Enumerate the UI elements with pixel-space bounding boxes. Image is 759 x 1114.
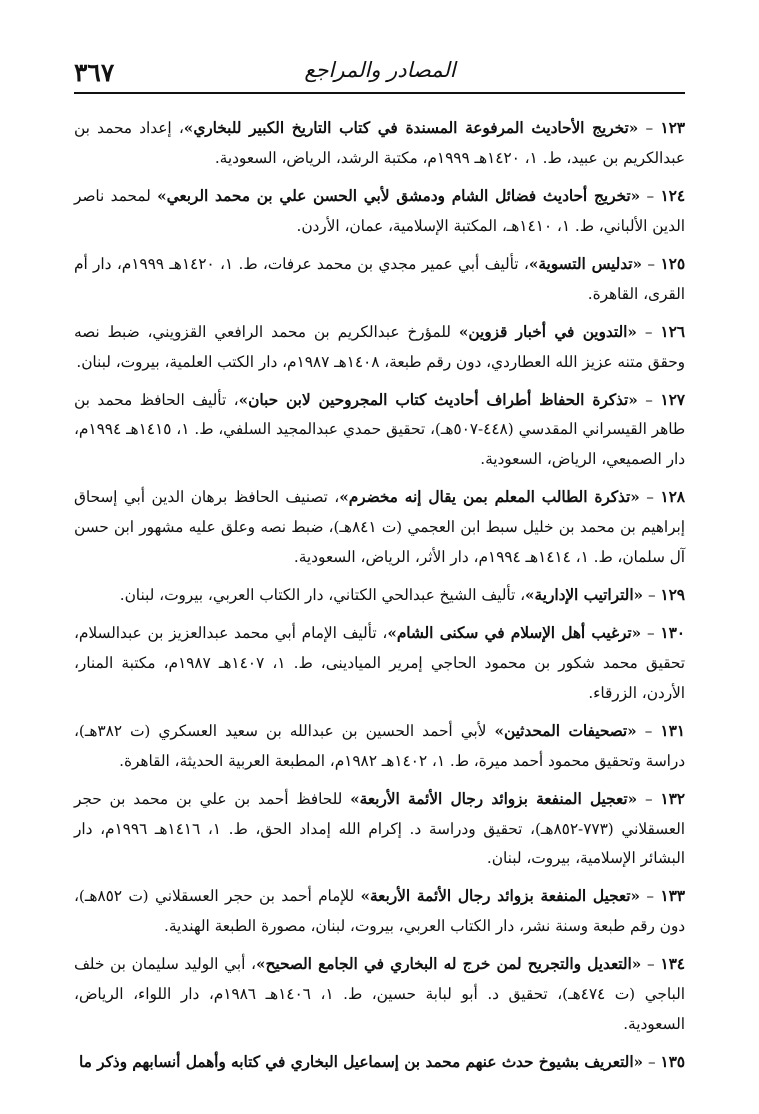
entry-details: ، تأليف الإمام أبي محمد عبدالعزيز بن عبدالسلام، تحقيق محمد شكور بن محمود الحاجي إمرير الميادينى، ط. ١، ١٤٠٧هـ ١٩٨٧م، مكتبة المنار، الأردن، الزرقاء. (74, 624, 686, 702)
entry-details: ، تأليف الشيخ عبدالحي الكتاني، دار الكتاب العربي، بيروت، لبنان. (119, 586, 526, 604)
entry-details: ، إعداد محمد بن عبدالكريم بن عبيد، ط. ١، ١٤٢٠هـ ١٩٩٩م، مكتبة الرشد، الرياض، السعودية. (74, 119, 685, 167)
bibliography-list (74, 114, 685, 1086)
entry-number: ١٣١ (660, 721, 685, 740)
entry-number: ١٢٨ (660, 488, 685, 507)
entry-title: «تذكرة الطالب المعلم بمن يقال إنه مخضرم» (339, 488, 640, 507)
entry-title: «تعجيل المنفعة بزوائد رجال الأئمة الأربعة» (350, 789, 638, 808)
entry-title: «التراتيب الإدارية» (525, 586, 644, 604)
bibliography-entry: ١٢٥ – «تدليس التسوية»، تأليف أبي عمير مجدي بن محمد عرفات، ط. ١، ١٤٢٠هـ ١٩٩٩م، دار أم القرى، القاهرة. (74, 254, 686, 303)
entry-number: ١٢٣ (660, 119, 685, 137)
entry-details: ، أبي الوليد سليمان بن خلف الباجي (ت ٤٧٤هـ)، تحقيق د. أبو لبابة حسين، ط. ١، ١٤٠٦هـ ١٩٨٦م، دار اللواء، الرياض، السعودية. (74, 955, 685, 1033)
entry-details: للإمام أحمد بن حجر العسقلاني (ت ٨٥٢هـ)، دون رقم طبعة وسنة نشر، دار الكتاب العربي، بيروت، لبنان، مصورة الطبعة الهندية. (74, 887, 685, 936)
entry-number: ١٢٩ (660, 586, 685, 604)
entry-title: «التعديل والتجريح لمن خرج له البخاري في الجامع الصحيح» (255, 955, 642, 974)
entry-number: ١٢٦ (660, 322, 685, 341)
bibliography-entry: ١٣١ – «تصحيفات المحدثين» لأبي أحمد الحسين بن عبدالله بن سعيد العسكري (ت ٣٨٢هـ)، دراسة وتحقيق محمود أحمد ميرة، ط. ١، ١٤٠٢هـ ١٩٨٢م، المطبعة العربية الحديثة، القاهرة. (74, 721, 685, 770)
entry-title: «تعجيل المنفعة بزوائد رجال الأئمة الأربعة» (360, 887, 641, 906)
entry-number: ١٣٥ (660, 1053, 685, 1071)
bibliography-entry: ١٢٤ – «تخريج أحاديث فضائل الشام ودمشق لأبي الحسن علي بن محمد الربعي» لمحمد ناصر الدين الألباني، ط. ١، ١٤١٠هـ، المكتبة الإسلامية، عمان، الأردن. (74, 186, 686, 235)
entry-title: «تخريج أحاديث فضائل الشام ودمشق لأبي الحسن علي بن محمد الربعي» (157, 186, 641, 205)
bibliography-entry: ١٣٥ – «التعريف بشيوخ حدث عنهم محمد بن إسماعيل البخاري في كتابه وأهمل أنسابهم وذكر ما (78, 1053, 685, 1071)
entry-details: ، تصنيف الحافظ برهان الدين أبي إسحاق إبراهيم بن محمد بن خليل سبط ابن العجمي (ت ٨٤١هـ)، ضبط نصه وعلق عليه مشهور ابن حسن آل سلمان، ط. ١، ١٤١٤هـ ١٩٩٤م، دار الأثر، الرياض، السعودية. (74, 488, 685, 566)
bibliography-entry: ١٢٨ – «تذكرة الطالب المعلم بمن يقال إنه مخضرم»، تصنيف الحافظ برهان الدين أبي إسحاق إبراهيم بن محمد بن خليل سبط ابن العجمي (ت ٨٤١هـ)، ضبط نصه وعلق عليه مشهور ابن حسن آل سلمان، ط. ١، ١٤١٤هـ ١٩٩٤م، دار الأثر، الرياض، السعودية. (74, 488, 685, 566)
entry-details: لمحمد ناصر الدين الألباني، ط. ١، ١٤١٠هـ، المكتبة الإسلامية، عمان، الأردن. (74, 186, 685, 235)
entry-number: ١٣٠ (660, 624, 685, 643)
bibliography-entry: ١٣٣ – «تعجيل المنفعة بزوائد رجال الأئمة الأربعة» للإمام أحمد بن حجر العسقلاني (ت ٨٥٢هـ)، دون رقم طبعة وسنة نشر، دار الكتاب العربي، بيروت، لبنان، مصورة الطبعة الهندية. (74, 887, 685, 936)
running-title: المصادر والمراجع (304, 58, 456, 82)
entry-details: ، تأليف أبي عمير مجدي بن محمد عرفات، ط. ١، ١٤٢٠هـ ١٩٩٩م، دار أم القرى، القاهرة. (74, 254, 685, 303)
entry-number: ١٢٥ (660, 254, 686, 273)
entry-number: ١٣٣ (660, 887, 685, 906)
entry-title: «ترغيب أهل الإسلام في سكنى الشام» (387, 624, 642, 643)
entry-details: للحافظ أحمد بن علي بن محمد بن حجر العسقلاني (٧٧٣-٨٥٢هـ)، تحقيق ودراسة د. إكرام الله إمداد الحق، ط. ١، ١٤١٦هـ ١٩٩٦م، دار البشائر الإسلامية، بيروت، لبنان. (74, 789, 686, 868)
entry-title: «التدوين في أخبار قزوين» (458, 322, 637, 341)
page-header (74, 0, 685, 86)
entry-number: ١٢٤ (660, 186, 686, 205)
bibliography-entry: ١٣٢ – «تعجيل المنفعة بزوائد رجال الأئمة الأربعة» للحافظ أحمد بن علي بن محمد بن حجر العسقلاني (٧٧٣-٨٥٢هـ)، تحقيق ودراسة د. إكرام الله إمداد الحق، ط. ١، ١٤١٦هـ ١٩٩٦م، دار البشائر الإسلامية، بيروت، لبنان. (74, 789, 686, 868)
entry-details: ، تأليف الحافظ محمد بن طاهر القيسراني المقدسي (٤٤٨-٥٠٧هـ)، تحقيق حمدي عبدالمجيد السلفي، ط. ١، ١٤١٥هـ ١٩٩٤م، دار الصميعي، الرياض، السعودية. (74, 390, 686, 469)
bibliography-entry: ١٣٠ – «ترغيب أهل الإسلام في سكنى الشام»، تأليف الإمام أبي محمد عبدالعزيز بن عبدالسلام، تحقيق محمد شكور بن محمود الحاجي إمرير الميادينى، ط. ١، ١٤٠٧هـ ١٩٨٧م، مكتبة المنار، الأردن، الزرقاء. (74, 624, 686, 702)
entry-title: «تخريج الأحاديث المرفوعة المسندة في كتاب التاريخ الكبير للبخاري» (183, 119, 639, 137)
bibliography-entry: ١٢٩ – «التراتيب الإدارية»، تأليف الشيخ عبدالحي الكتاني، دار الكتاب العربي، بيروت، لبنان. (119, 586, 685, 604)
entry-title: «التعريف بشيوخ حدث عنهم محمد بن إسماعيل البخاري في كتابه وأهمل أنسابهم وذكر ما (78, 1053, 644, 1071)
entry-title: «تدليس التسوية» (528, 254, 643, 273)
bibliography-entry: ١٢٦ – «التدوين في أخبار قزوين» للمؤرخ عبدالكريم بن محمد الرافعي القزويني، ضبط نصه وحقق متنه عزيز الله العطاردي، دون رقم طبعة، ١٤٠٨هـ ١٩٨٧م، دار الكتب العلمية، بيروت، لبنان. (74, 322, 685, 371)
bibliography-entry: ١٢٣ – «تخريج الأحاديث المرفوعة المسندة في كتاب التاريخ الكبير للبخاري»، إعداد محمد بن عبدالكريم بن عبيد، ط. ١، ١٤٢٠هـ ١٩٩٩م، مكتبة الرشد، الرياض، السعودية. (74, 119, 685, 167)
bibliography-entry: ١٢٧ – «تذكرة الحفاظ أطراف أحاديث كتاب المجروحين لابن حبان»، تأليف الحافظ محمد بن طاهر القيسراني المقدسي (٤٤٨-٥٠٧هـ)، تحقيق حمدي عبدالمجيد السلفي، ط. ١، ١٤١٥هـ ١٩٩٤م، دار الصميعي، الرياض، السعودية. (74, 390, 686, 469)
page-number: ٣٦٧ (74, 58, 115, 87)
header-rule (74, 92, 685, 94)
bibliography-entry: ١٣٤ – «التعديل والتجريح لمن خرج له البخاري في الجامع الصحيح»، أبي الوليد سليمان بن خلف الباجي (ت ٤٧٤هـ)، تحقيق د. أبو لبابة حسين، ط. ١، ١٤٠٦هـ ١٩٨٦م، دار اللواء، الرياض، السعودية. (74, 955, 685, 1033)
entry-number: ١٢٧ (660, 390, 685, 409)
entry-title: «تذكرة الحفاظ أطراف أحاديث كتاب المجروحين لابن حبان» (238, 390, 638, 409)
entry-details: للمؤرخ عبدالكريم بن محمد الرافعي القزويني، ضبط نصه وحقق متنه عزيز الله العطاردي، دون رقم طبعة، ١٤٠٨هـ ١٩٨٧م، دار الكتب العلمية، بيروت، لبنان. (74, 322, 685, 371)
entry-number: ١٣٢ (660, 789, 685, 808)
entry-number: ١٣٤ (660, 955, 685, 974)
entry-title: «تصحيفات المحدثين» (494, 721, 637, 740)
entry-details: لأبي أحمد الحسين بن عبدالله بن سعيد العسكري (ت ٣٨٢هـ)، دراسة وتحقيق محمود أحمد ميرة، ط. ١، ١٤٠٢هـ ١٩٨٢م، المطبعة العربية الحديثة، القاهرة. (74, 721, 685, 770)
